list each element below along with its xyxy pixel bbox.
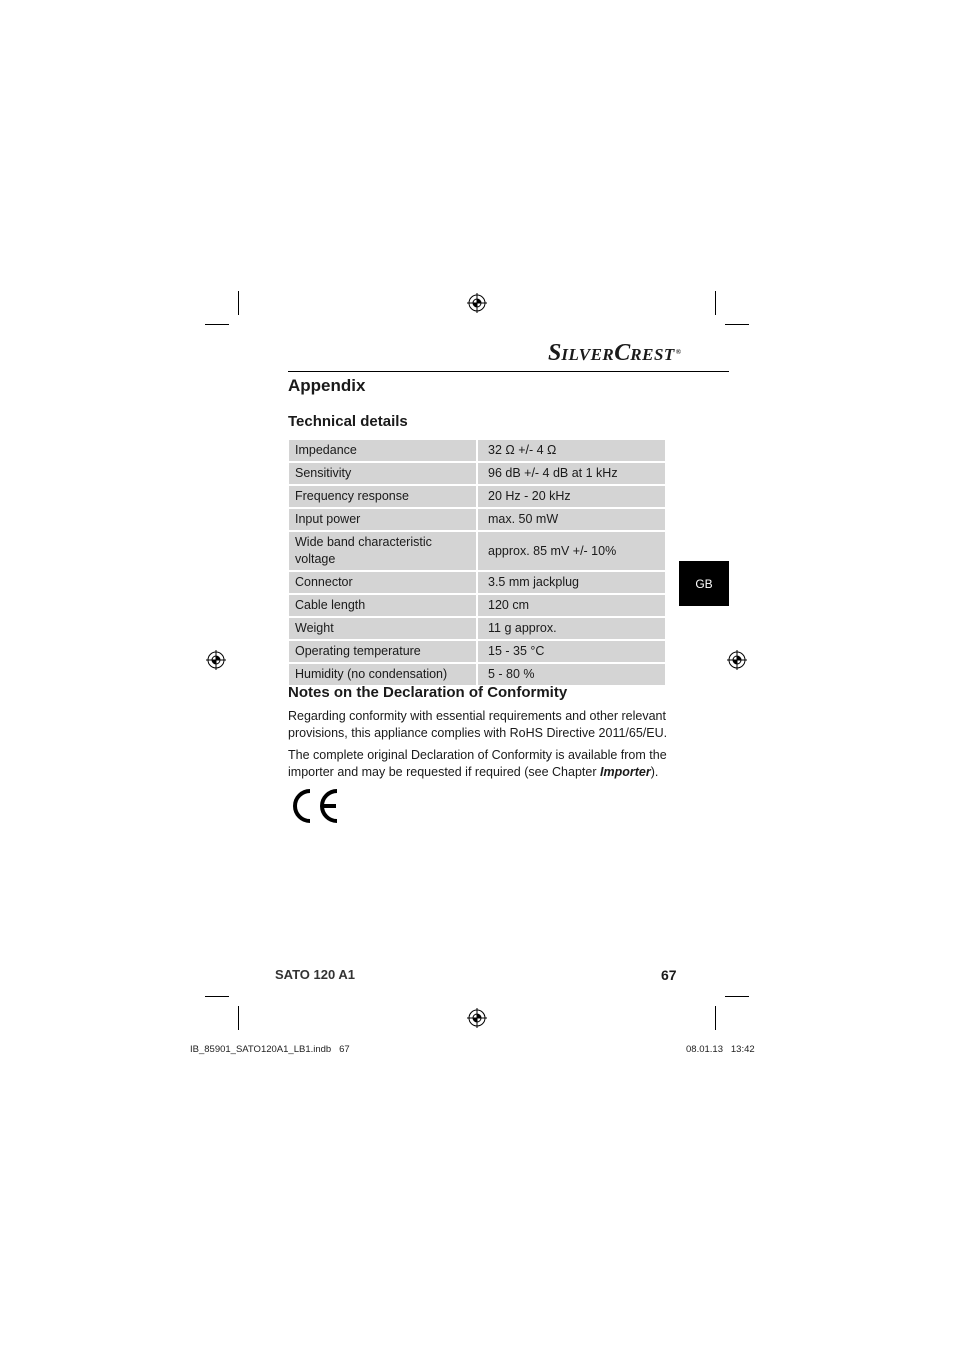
slug-datetime: 08.01.13 13:42 (686, 1044, 755, 1055)
crop-mark (725, 324, 749, 325)
table-row (289, 664, 665, 685)
spec-label: Impedance (289, 440, 478, 461)
importer-chapter-ref: Importer (599, 765, 651, 779)
slug-file: IB_85901_SATO120A1_LB1.indb 67 (190, 1044, 350, 1055)
brand-letters: REST (630, 345, 675, 364)
language-tab-label: GB (695, 576, 713, 591)
spec-value: 15 - 35 °C (478, 641, 665, 662)
spec-value: 3.5 mm jackplug (478, 572, 665, 593)
page-title: Appendix (288, 376, 366, 395)
spec-value: 11 g approx. (478, 618, 665, 639)
table-row (289, 509, 665, 530)
conformity-text: The complete original Declaration of Conformity is available from the importer and may be requested if required (see Chapter (288, 748, 667, 779)
spec-label: Humidity (no condensation) (289, 664, 478, 685)
crop-mark (238, 1006, 239, 1030)
registration-mark-icon (206, 650, 226, 670)
footer-model: SATO 120 A1 (275, 967, 355, 982)
brand-letters: ILVER (561, 345, 615, 364)
spec-label: Frequency response (289, 486, 478, 507)
registered-mark: ® (675, 348, 682, 356)
spec-value: approx. 85 mV +/- 10% (478, 532, 665, 570)
crop-mark (205, 996, 229, 997)
table-row (289, 463, 665, 484)
registration-mark-icon (467, 1008, 487, 1028)
spec-value: 120 cm (478, 595, 665, 616)
conformity-heading: Notes on the Declaration of Conformity (288, 684, 568, 701)
table-row (289, 440, 665, 461)
registration-mark-icon (727, 650, 747, 670)
spec-value: max. 50 mW (478, 509, 665, 530)
spec-label: Cable length (289, 595, 478, 616)
crop-mark (205, 324, 229, 325)
table-row (289, 486, 665, 507)
table-row (289, 595, 665, 616)
crop-mark (238, 291, 239, 315)
brand-letter: C (614, 340, 631, 366)
spec-label: Wide band characteristic voltage (289, 532, 478, 570)
table-row (289, 532, 665, 570)
header-rule (288, 371, 729, 372)
table-row (289, 641, 665, 662)
crop-mark (715, 1006, 716, 1030)
crop-mark (725, 996, 749, 997)
language-tab (679, 561, 729, 606)
spec-label: Operating temperature (289, 641, 478, 662)
page-number: 67 (661, 967, 677, 983)
spec-value: 5 - 80 % (478, 664, 665, 685)
spec-label: Input power (289, 509, 478, 530)
spec-label: Connector (289, 572, 478, 593)
table-row (289, 618, 665, 639)
crop-mark (715, 291, 716, 315)
spec-label: Weight (289, 618, 478, 639)
ce-mark-icon (288, 788, 340, 824)
spec-value: 96 dB +/- 4 dB at 1 kHz (478, 463, 665, 484)
brand-letter: S (548, 340, 562, 366)
technical-details-table (289, 438, 665, 687)
spec-label: Sensitivity (289, 463, 478, 484)
conformity-text: ). (650, 765, 659, 779)
conformity-paragraph: Regarding conformity with essential requirements and other relevant provisions, this appliance complies with RoHS Directive 2011/65/EU. (288, 709, 668, 740)
conformity-paragraph (288, 747, 668, 781)
brand-logo (548, 340, 680, 368)
spec-value: 32 Ω +/- 4 Ω (478, 440, 665, 461)
spec-value: 20 Hz - 20 kHz (478, 486, 665, 507)
table-row (289, 572, 665, 593)
technical-details-heading: Technical details (288, 413, 408, 430)
registration-mark-icon (467, 293, 487, 313)
